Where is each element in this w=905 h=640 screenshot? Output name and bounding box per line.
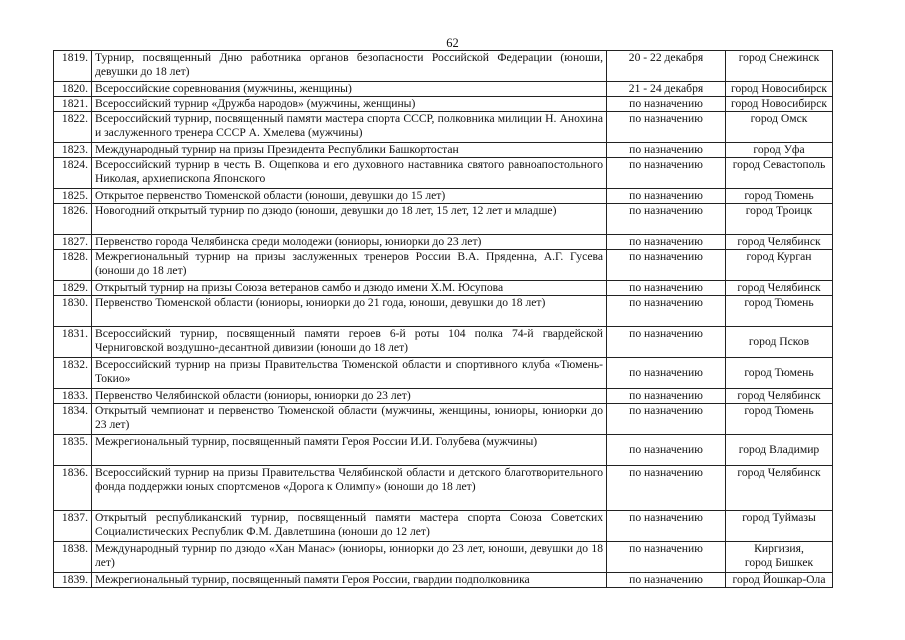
row-number: 1833. bbox=[54, 389, 92, 404]
row-number: 1824. bbox=[54, 158, 92, 189]
event-place: город Омск bbox=[726, 112, 833, 143]
event-date: по назначению bbox=[607, 389, 726, 404]
event-date: по назначению bbox=[607, 97, 726, 112]
event-place: город Уфа bbox=[726, 143, 833, 158]
event-place: город Челябинск bbox=[726, 235, 833, 250]
event-title: Всероссийский турнир на призы Правительства Челябинской области и детского благотворительного фонда поддержки юных спортсменов «Дорога к Олимпу» (юноши до 18 лет) bbox=[92, 466, 607, 511]
event-place: город Троицк bbox=[726, 204, 833, 235]
event-title: Открытый республиканский турнир, посвященный памяти мастера спорта Союза Советских Социалистических Республик Ф.М. Давлетшина (юноши до 12 лет) bbox=[92, 511, 607, 542]
event-title: Первенство города Челябинска среди молодежи (юниоры, юниорки до 23 лет) bbox=[92, 235, 607, 250]
row-number: 1827. bbox=[54, 235, 92, 250]
event-place: город Йошкар-Ола bbox=[726, 573, 833, 588]
row-number: 1825. bbox=[54, 189, 92, 204]
event-place: город Челябинск bbox=[726, 466, 833, 511]
table-row bbox=[54, 281, 833, 296]
event-place: город Тюмень bbox=[726, 358, 833, 389]
row-number: 1835. bbox=[54, 435, 92, 466]
table-row bbox=[54, 97, 833, 112]
row-number: 1834. bbox=[54, 404, 92, 435]
row-number: 1828. bbox=[54, 250, 92, 281]
row-number: 1821. bbox=[54, 97, 92, 112]
table-row bbox=[54, 158, 833, 189]
event-date: по назначению bbox=[607, 112, 726, 143]
event-place: город Новосибирск bbox=[726, 82, 833, 97]
event-date: по назначению bbox=[607, 435, 726, 466]
table-row bbox=[54, 327, 833, 358]
row-number: 1820. bbox=[54, 82, 92, 97]
event-date: по назначению bbox=[607, 327, 726, 358]
event-date: по назначению bbox=[607, 281, 726, 296]
event-date: 21 - 24 декабря bbox=[607, 82, 726, 97]
row-number: 1832. bbox=[54, 358, 92, 389]
row-number: 1830. bbox=[54, 296, 92, 327]
event-date: по назначению bbox=[607, 466, 726, 511]
event-place: город Снежинск bbox=[726, 51, 833, 82]
event-place: город Новосибирск bbox=[726, 97, 833, 112]
event-title: Новогодний открытый турнир по дзюдо (юноши, девушки до 18 лет, 15 лет, 12 лет и младше) bbox=[92, 204, 607, 235]
event-title: Международный турнир по дзюдо «Хан Манас» (юниоры, юниорки до 23 лет, юноши, девушки до 18 лет) bbox=[92, 542, 607, 573]
event-title: Первенство Тюменской области (юниоры, юниорки до 21 года, юноши, девушки до 18 лет) bbox=[92, 296, 607, 327]
event-title: Открытый чемпионат и первенство Тюменской области (мужчины, женщины, юниоры, юниорки до 23 лет) bbox=[92, 404, 607, 435]
event-title: Открытое первенство Тюменской области (юноши, девушки до 15 лет) bbox=[92, 189, 607, 204]
event-date: по назначению bbox=[607, 573, 726, 588]
row-number: 1837. bbox=[54, 511, 92, 542]
table-row bbox=[54, 511, 833, 542]
table-row bbox=[54, 143, 833, 158]
table-row bbox=[54, 235, 833, 250]
event-date: по назначению bbox=[607, 143, 726, 158]
event-title: Турнир, посвященный Дню работника органов безопасности Российской Федерации (юноши, девушки до 18 лет) bbox=[92, 51, 607, 82]
page-number: 62 bbox=[446, 36, 459, 50]
event-date: 20 - 22 декабря bbox=[607, 51, 726, 82]
row-number: 1819. bbox=[54, 51, 92, 82]
event-date: по назначению bbox=[607, 158, 726, 189]
event-title: Всероссийский турнир, посвященный памяти героев 6-й роты 104 полка 74-й гвардейской Черниговской воздушно-десантной дивизии (юноши до 18 лет) bbox=[92, 327, 607, 358]
event-date: по назначению bbox=[607, 189, 726, 204]
event-title: Межрегиональный турнир на призы заслуженных тренеров России В.А. Пряденна, А.Г. Гусева (юноши до 18 лет) bbox=[92, 250, 607, 281]
event-place: город Тюмень bbox=[726, 189, 833, 204]
events-table bbox=[53, 50, 833, 588]
event-place: город Тюмень bbox=[726, 404, 833, 435]
row-number: 1829. bbox=[54, 281, 92, 296]
row-number: 1836. bbox=[54, 466, 92, 511]
event-date: по назначению bbox=[607, 542, 726, 573]
event-date: по назначению bbox=[607, 358, 726, 389]
table-row bbox=[54, 250, 833, 281]
event-place: Киргизия, город Бишкек bbox=[726, 542, 833, 573]
table-row bbox=[54, 542, 833, 573]
event-title: Всероссийский турнир на призы Правительства Тюменской области и спортивного клуба «Тюмень-Токио» bbox=[92, 358, 607, 389]
event-place: город Владимир bbox=[726, 435, 833, 466]
row-number: 1831. bbox=[54, 327, 92, 358]
event-date: по назначению bbox=[607, 204, 726, 235]
table-row bbox=[54, 112, 833, 143]
table-row bbox=[54, 204, 833, 235]
table-row bbox=[54, 435, 833, 466]
event-title: Всероссийский турнир в честь В. Ощепкова и его духовного наставника святого равноапостольного Николая, архиепископа Японского bbox=[92, 158, 607, 189]
event-title: Всероссийский турнир «Дружба народов» (мужчины, женщины) bbox=[92, 97, 607, 112]
event-date: по назначению bbox=[607, 250, 726, 281]
event-date: по назначению bbox=[607, 511, 726, 542]
event-title: Межрегиональный турнир, посвященный памяти Героя России, гвардии подполковника bbox=[92, 573, 607, 588]
event-title: Открытый турнир на призы Союза ветеранов самбо и дзюдо имени Х.М. Юсупова bbox=[92, 281, 607, 296]
event-place: город Псков bbox=[726, 327, 833, 358]
table-row bbox=[54, 466, 833, 511]
table-row bbox=[54, 51, 833, 82]
table-row bbox=[54, 82, 833, 97]
event-date: по назначению bbox=[607, 404, 726, 435]
table-row bbox=[54, 296, 833, 327]
event-title: Межрегиональный турнир, посвященный памяти Героя России И.И. Голубева (мужчины) bbox=[92, 435, 607, 466]
event-place: город Челябинск bbox=[726, 281, 833, 296]
table-row bbox=[54, 389, 833, 404]
event-place: город Курган bbox=[726, 250, 833, 281]
event-date: по назначению bbox=[607, 296, 726, 327]
event-place: город Севастополь bbox=[726, 158, 833, 189]
event-title: Всероссийские соревнования (мужчины, женщины) bbox=[92, 82, 607, 97]
event-title: Всероссийский турнир, посвященный памяти мастера спорта СССР, полковника милиции Н. Анохина и заслуженного тренера СССР А. Хмелева (мужчины) bbox=[92, 112, 607, 143]
table-row bbox=[54, 404, 833, 435]
event-place: город Тюмень bbox=[726, 296, 833, 327]
event-place: город Туймазы bbox=[726, 511, 833, 542]
table-row bbox=[54, 573, 833, 588]
table-row bbox=[54, 189, 833, 204]
row-number: 1823. bbox=[54, 143, 92, 158]
row-number: 1826. bbox=[54, 204, 92, 235]
table-row bbox=[54, 358, 833, 389]
row-number: 1839. bbox=[54, 573, 92, 588]
row-number: 1838. bbox=[54, 542, 92, 573]
event-date: по назначению bbox=[607, 235, 726, 250]
event-title: Первенство Челябинской области (юниоры, юниорки до 23 лет) bbox=[92, 389, 607, 404]
event-title: Международный турнир на призы Президента Республики Башкортостан bbox=[92, 143, 607, 158]
row-number: 1822. bbox=[54, 112, 92, 143]
event-place: город Челябинск bbox=[726, 389, 833, 404]
